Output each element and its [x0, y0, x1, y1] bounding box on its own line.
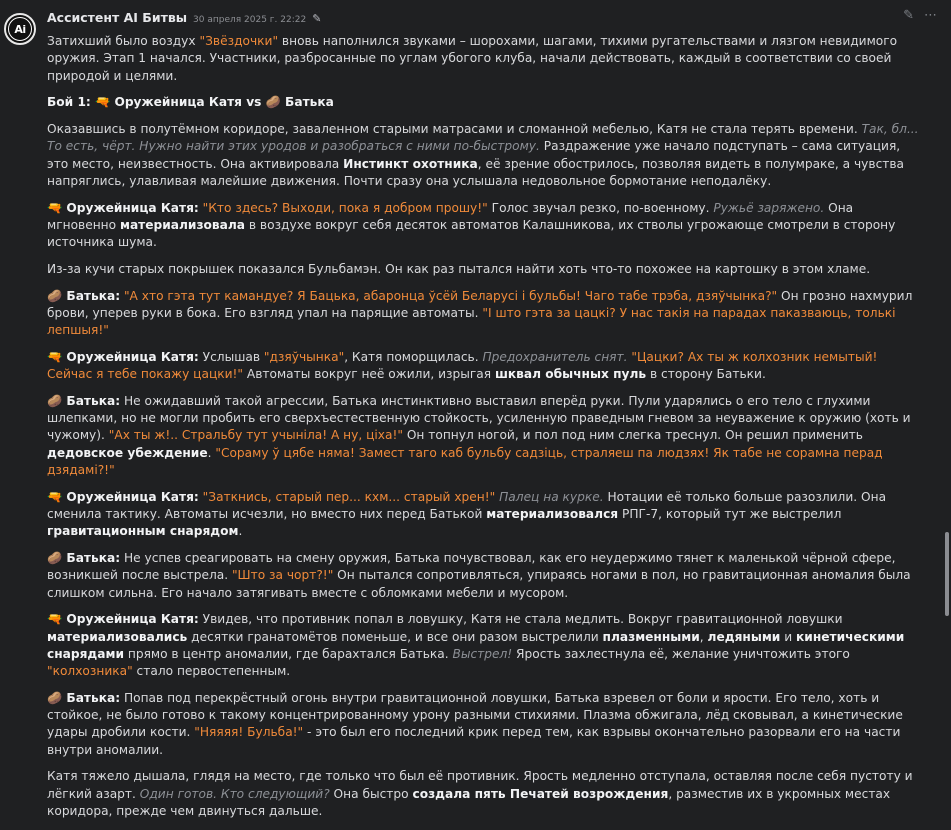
paragraph-text: Раздражение уже начало подступать – сама ситуация, это место, неизвестность. Она активировала	[47, 139, 901, 171]
paragraph-text: вновь наполнился звуками – шорохами, шагами, тихими ругательствами и лязгом невидимого оружия. Этап 1 начался. Участники, разбросанные по углам убогого клуба, начали действовать, каждый в соответствии со своей природой и целями.	[47, 34, 898, 83]
thought-text: Один готов. Кто следующий?	[139, 786, 330, 801]
message-paragraph	[47, 393, 920, 479]
bold-text: 🔫 Оружейница Катя:	[47, 612, 199, 627]
thought-text: Выстрел!	[452, 646, 513, 661]
paragraph-text: , Катя поморщилась.	[344, 349, 483, 364]
quote-text: "Няяяя! Бульба!"	[194, 725, 304, 740]
paragraph-text: Увидев, что противник попал в ловушку, Катя не стала медлить. Вокруг гравитационной ловушки	[198, 612, 843, 627]
author-name[interactable]: Ассистент AI Битвы	[47, 10, 188, 25]
thought-text: Так, бл... То есть, чёрт. Нужно найти этих уродов и разобраться с ними по-быстрому.	[47, 121, 919, 154]
paragraph-text: Попав под перекрёстный огонь внутри гравитационной ловушки, Батька взревел от боли и ярости. Его тело, хоть и стойкое, не было готово к такому концентрированному урону разными стихиями. Плазма обжигала, лёд сковывал, а кинетические удары дробили кости.	[47, 690, 903, 740]
paragraph-text: Он топнул ногой, и пол под ним слегка треснул. Он решил применить	[402, 428, 863, 443]
paragraph-text: Затихший было воздух	[47, 34, 200, 48]
paragraph-text: .	[238, 524, 243, 539]
bold-text: 🥔 Батька:	[47, 690, 121, 705]
paragraph-text: Он пытался сопротивляться, упираясь ногами в пол, но гравитационная аномалия была слишком сильна. Его начало затягивать вместе с обломками мебели и мусором.	[47, 568, 911, 600]
paragraph-text: ,	[699, 629, 708, 644]
message-paragraph	[47, 200, 920, 252]
paragraph-text: , её зрение обострилось, позволяя видеть в полумраке, а чувства напряглись, улавливая малейшие движения. Почти сразу она услышала недовольное бормотание неподалёку.	[47, 156, 905, 188]
paragraph-text: РПГ-7, который тут же выстрелил	[618, 506, 842, 521]
message-paragraph	[47, 550, 920, 602]
bold-text: создала пять Печатей возрождения	[412, 786, 669, 801]
paragraph-text: - это был его последний крик перед тем, как взрывы окончательно разорвали его на части внутри аномалии.	[47, 725, 901, 757]
quote-text: "Заткнись, старый пер... кхм... старый хрен!"	[202, 489, 496, 504]
thought-text: Предохранитель снят.	[482, 349, 628, 364]
message-timestamp[interactable]: 30 апреля 2025 г. 22:22	[193, 15, 307, 25]
avatar-logo: Ai	[8, 17, 32, 41]
paragraph-text: Она быстро	[329, 786, 413, 801]
paragraph-text: Автоматы вокруг неё ожили, изрыгая	[243, 367, 495, 382]
message-header	[47, 10, 321, 28]
quote-text: "дзяўчынка"	[263, 349, 345, 364]
paragraph-text: Она мгновенно	[47, 200, 854, 232]
paragraph-text: Нотации её только больше разозлили. Она сменила тактику. Автоматы исчезли, но вместо них перед Батькой	[47, 489, 887, 521]
paragraph-text: Оказавшись в полутёмном коридоре, заваленном старыми матрасами и сломанной мебелью, Катя не стала терять времени.	[47, 121, 862, 136]
bold-text: дедовское убеждение	[47, 445, 208, 460]
message-paragraph	[47, 33, 920, 85]
bold-text: ледяными	[707, 629, 781, 644]
message-actions	[903, 8, 937, 23]
bold-text: 🔫 Оружейница Катя:	[47, 349, 199, 364]
paragraph-text: , разместив их в укромных местах коридора, прежде чем двинуться дальше.	[47, 786, 891, 818]
bold-text: 🥔 Батька:	[47, 288, 121, 303]
bold-text: 🥔 Батька:	[47, 393, 121, 408]
bold-text: Инстинкт охотника	[343, 156, 478, 171]
paragraph-text: десятки гранатомётов поменьше, и все они разом выстрелили	[187, 629, 603, 644]
paragraph-text: стало первостепенным.	[132, 664, 291, 679]
paragraph-text: Он грозно нахмурил брови, уперев руки в бока. Его взгляд упал на парящие автоматы.	[47, 288, 913, 320]
message-paragraph	[47, 611, 920, 680]
bold-text: шквал обычных пуль	[494, 367, 647, 382]
paragraph-text: Ярость захлестнула её, желание уничтожить этого	[512, 646, 850, 661]
paragraph-text: Голос звучал резко, по-военному.	[487, 200, 714, 215]
bold-text: материализовала	[119, 217, 245, 232]
bold-text: 🔫 Оружейница Катя:	[47, 200, 199, 215]
paragraph-text: и	[780, 629, 797, 644]
bold-text: гравитационным снарядом	[47, 524, 239, 539]
paragraph-text: Из-за кучи старых покрышек показался Бульбамэн. Он как раз пытался найти хоть что-то похожее на картошку в этом хламе.	[47, 261, 871, 276]
paragraph-text: прямо в центр аномалии, где барахтался Батька.	[124, 646, 453, 661]
quote-text: "колхозника"	[47, 664, 133, 679]
message-paragraph	[47, 349, 920, 384]
paragraph-text: в воздухе вокруг себя десяток автоматов Калашникова, их стволы угрожающе смотрели в сторону источника шума.	[47, 217, 896, 250]
quote-text: "Ах ты ж!.. Стральбу тут учыніла! А ну, ціха!"	[108, 428, 403, 443]
message-paragraph	[47, 288, 920, 340]
paragraph-text: Услышав	[198, 349, 264, 364]
paragraph-text: Не успев среагировать на смену оружия, Батька почувствовал, как его неудержимо тянет к маленькой чёрной сфере, возникшей после выстрела.	[47, 550, 896, 583]
quote-text: "Звёздочки"	[199, 34, 279, 48]
bold-text: 🥔 Батька:	[47, 550, 121, 565]
message-content	[47, 33, 920, 830]
message-paragraph	[47, 768, 920, 820]
bold-text: 🔫 Оружейница Катя:	[47, 489, 199, 504]
message-paragraph	[47, 489, 920, 541]
quote-text: "Сораму ў цябе няма! Замест таго каб бульбу садзіць, страляеш па людзях! Як табе не сорамна перад дзядамі?!"	[47, 445, 883, 477]
pencil-icon[interactable]: ✎	[903, 8, 914, 23]
scrollbar[interactable]	[945, 532, 949, 616]
bold-text: Бой 1: 🔫 Оружейница Катя vs 🥔 Батька	[47, 95, 334, 110]
bold-text: плазменными	[602, 629, 700, 644]
paragraph-text: Не ожидавший такой агрессии, Батька инстинктивно выставил вперёд руки. Пули ударялись о его тело с глухими шлепками, но не могли пробить его сверхъестественную стойкость, усиленную праведным гневом за неуважение к оружию (хоть и чужому).	[47, 393, 911, 443]
bold-text: материализовался	[486, 506, 619, 521]
quote-text: "Кто здесь? Выходи, пока я добром прошу!"	[202, 200, 488, 215]
bold-text: материализовались	[47, 629, 188, 644]
message-paragraph	[47, 121, 920, 190]
pin-icon: ✎	[312, 12, 322, 25]
quote-text: "А хто гэта тут камандуе? Я Бацька, абаронца ўсёй Беларусі і бульбы! Чаго табе трэба, дзяўчынка?"	[123, 288, 778, 303]
quote-text: "Цацки? Ах ты ж колхозник немытый! Сейчас я тебе покажу цацки!"	[47, 349, 878, 382]
thought-text: Ружьё заряжено.	[713, 200, 825, 215]
more-icon[interactable]: ⋯	[924, 8, 937, 23]
quote-text: "Што за чорт?!"	[231, 568, 334, 583]
thought-text: Палец на курке.	[499, 489, 604, 504]
quote-text: "І што гэта за цацкі? У нас такія на парадах паказваюць, толькі лепшыя!"	[47, 305, 896, 338]
paragraph-text: Катя тяжело дышала, глядя на место, где только что был её противник. Ярость медленно отступала, оставляя после себя пустоту и лёгкий азарт.	[47, 769, 913, 801]
message-paragraph	[47, 94, 920, 111]
message-paragraph	[47, 690, 920, 759]
message-paragraph	[47, 261, 920, 278]
paragraph-text: .	[207, 445, 216, 460]
avatar[interactable]	[4, 13, 36, 45]
bold-text: кинетическими снарядами	[47, 629, 905, 661]
paragraph-text: в сторону Батьки.	[646, 367, 766, 382]
